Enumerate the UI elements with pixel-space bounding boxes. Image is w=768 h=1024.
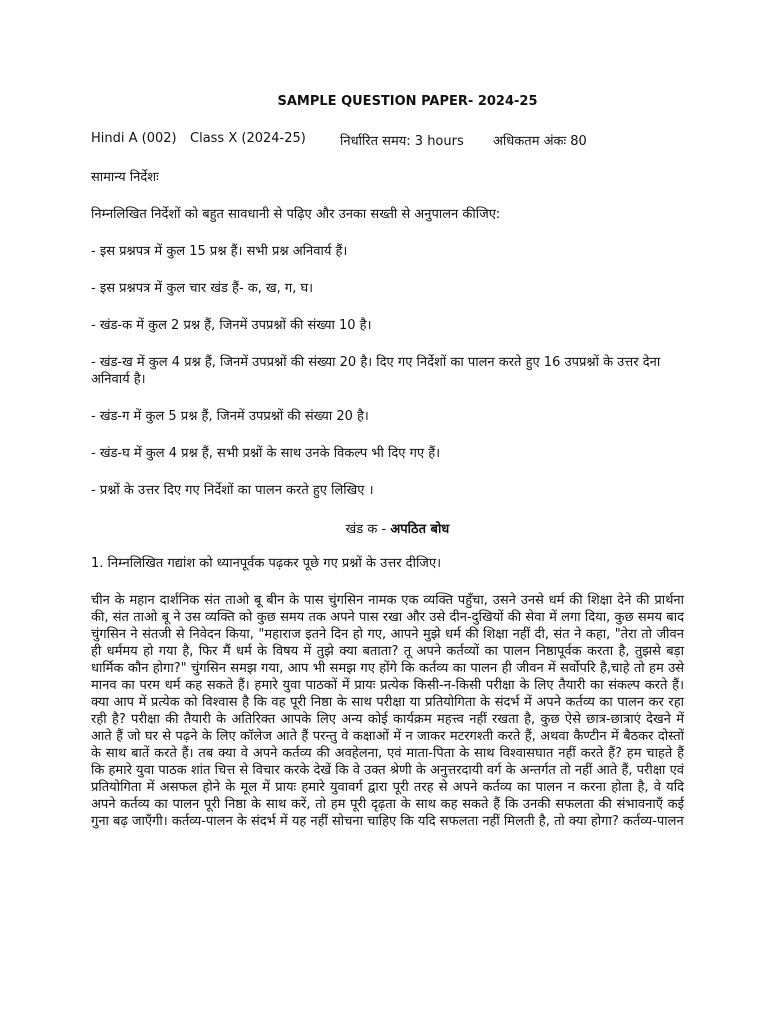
instruction-item: - खंड-ग में कुल 5 प्रश्न हैं, जिनमें उपप्रश्नों की संख्या 20 है। bbox=[91, 409, 369, 424]
general-instructions-heading: सामान्य निर्देशः bbox=[91, 170, 159, 185]
instruction-item: - प्रश्नों के उत्तर दिए गए निर्देशों का पालन करते हुए लिखिए । bbox=[91, 483, 374, 498]
subject-code: Hindi A (002) bbox=[91, 131, 177, 146]
class-label: Class X (2024-25) bbox=[190, 131, 306, 146]
paper-title: SAMPLE QUESTION PAPER- 2024-25 bbox=[277, 94, 538, 109]
section-prefix: खंड क - bbox=[345, 522, 391, 537]
instruction-item: - खंड-ख में कुल 4 प्रश्न हैं, जिनमें उपप्रश्नों की संख्या 20 है। दिए गए निर्देशों का पालन करते हुए 16 उपप्रश्नों के उत्तर देना अनिवार्य है। bbox=[91, 355, 661, 387]
instruction-item: - इस प्रश्नपत्र में कुल 15 प्रश्न हैं। सभी प्रश्न अनिवार्य हैं। bbox=[91, 244, 348, 259]
paper-meta bbox=[91, 131, 684, 149]
section-name: अपठित बोध bbox=[390, 522, 450, 537]
instruction-item: - खंड-घ में कुल 4 प्रश्न हैं, सभी प्रश्नों के साथ उनके विकल्प भी दिए गए हैं। bbox=[91, 446, 441, 461]
max-marks: अधिकतम अंकः 80 bbox=[493, 134, 587, 149]
question-1: 1. निम्नलिखित गद्यांश को ध्यानपूर्वक पढ़कर पूछे गए प्रश्नों के उत्तर दीजिए। bbox=[91, 556, 442, 571]
section-heading bbox=[91, 519, 684, 537]
time-allowed: निर्धारित समय: 3 hours bbox=[340, 134, 464, 149]
instruction-item: - खंड-क में कुल 2 प्रश्न हैं, जिनमें उपप्रश्नों की संख्या 10 है। bbox=[91, 318, 372, 333]
instruction-item: - इस प्रश्नपत्र में कुल चार खंड हैं- क, ख, ग, घ। bbox=[91, 281, 314, 296]
reading-passage: चीन के महान दार्शनिक संत ताओ बू बीन के पास चुंगसिन नामक एक व्यक्ति पहुँचा, उसने उनसे धर्म की शिक्षा देने की प्रार्थना की, संत ताओ बू ने उस व्यक्ति को कुछ समय तक अपने पास रखा और उसे दीन-दुखियों की सेवा में लगा दिया, कुछ समय बाद चुंगसिन ने संतजी से निवेदन किया, "महाराज इतने दिन हो गए, आपने मुझे धर्म की शिक्षा नहीं दी, संत ने कहा, "तेरा तो जीवन ही धर्ममय हो गया है, फिर मैं धर्म के विषय में तुझे क्या बताता? तू अपने कर्तव्यों का पालन निष्ठापूर्वक करता है, तुझसे बड़ा धार्मिक कौन होगा?" चुंगसिन समझ गया, आप भी समझ गए होंगे कि कर्तव्य का पालन ही जीवन में सर्वोपरि है,चाहे तो हम उसे मानव का परम धर्म कह सकते हैं। हमारे युवा पाठकों में प्रायः प्रत्येक किसी-न-किसी परीक्षा के लिए तैयारी का संकल्प करते हैं। क्या आप में प्रत्येक को विश्वास है कि वह पूरी निष्ठा के साथ परीक्षा या प्रतियोगिता के संदर्भ में अपने कर्तव्य का पालन कर रहा रही है? परीक्षा की तैयारी के अतिरिक्त आपके लिए अन्य कोई कार्यक्रम महत्त्व नहीं रखता है, कुछ ऐसे छात्र-छात्राएं देखने में आते हैं जो घर से पढ़ने के लिए कॉलेज आते हैं परन्तु वे कक्षाओं में न जाकर मटरगश्ती करते हैं, अथवा कैण्टीन में बैठकर दोस्तों के साथ बातें करते हैं। तब क्या वे अपने कर्तव्य की अवहेलना, एवं माता-पिता के साथ विश्वासघात नहीं करते हैं? हम चाहते हैं कि हमारे युवा पाठक शांत चित्त से विचार करके देखें कि वे उक्त श्रेणी के अनुत्तरदायी वर्ग के अन्तर्गत तो नहीं आते हैं, परीक्षा एवं प्रतियोगिता में असफल होने के मूल में प्रायः हमारे युवावर्ग द्वारा पूरी तरह से अपने कर्तव्य का पालन न करना होता है, वे यदि अपने कर्तव्य का पालन पूरी निष्ठा के साथ करें, तो हम पूरी दृढ़ता के साथ कह सकते हैं कि उनकी सफलता की संभावनाएँ कई गुना बढ़ जाएँगी। कर्तव्य-पालन के संदर्भ में यह नहीं सोचना चाहिए कि यदि सफलता नहीं मिलती है, तो क्या होगा? कर्तव्य-पालन bbox=[91, 593, 684, 829]
instructions-intro: निम्नलिखित निर्देशों को बहुत सावधानी से पढ़िए और उनका सख्ती से अनुपालन कीजिए: bbox=[91, 207, 501, 222]
